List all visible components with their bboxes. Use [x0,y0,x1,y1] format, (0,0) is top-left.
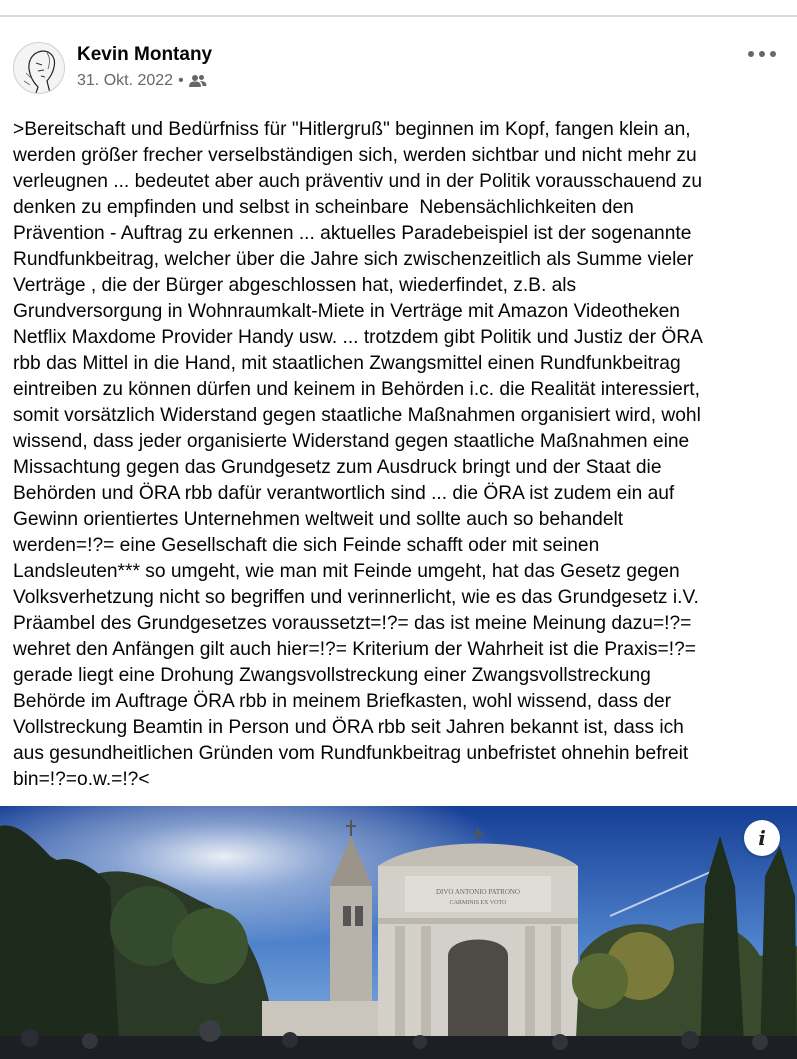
meta-separator: • [178,72,184,89]
avatar[interactable] [13,42,65,94]
church-photo [0,806,797,1059]
post-text: >Bereitschaft und Bedürfniss für "Hitlergruß" beginnen im Kopf, fangen klein an, werden größer frecher verselbständigen sich, werden sichtbar und nicht mehr zu verleugnen ... bedeutet aber auch präventiv und in der Politik vorausschauend zu denken zu empfinden und selbst in scheinbare Nebensächlichkeiten den Prävention - Auftrag zu erkennen ... aktuelles Paradebeispiel ist der sogenannte Rundfunkbeitrag, welcher über die Jahre sich zwischenzeitlich als Summe vieler Verträge , die der Bürger abgeschlossen hat, wiederfindet, z.B. als Grundversorgung in Wohnraumkalt-Miete in Verträge mit Amazon Videotheken Netflix Maxdome Provider Handy usw. ... trotzdem gibt Politik und Justiz der ÖRA rbb das Mittel in die Hand, mit staatlichen Zwangsmittel einen Rundfunkbeitrag eintreiben zu können dürfen und keinem in Behörden i.c. die Realität interessiert, somit vorsätzlich Widerstand gegen staatliche Maßnahmen organisiert wird, wohl wissend, dass jeder organisierte Widerstand gegen staatliche Maßnahmen eine Missachtung gegen das Grundgesetz zum Ausdruck bringt und der Staat die Behörden und ÖRA rbb dafür verantwortlich sind ... die ÖRA ist zudem ein auf Gewinn orientiertes Unternehmen weltweit und sollte auch so behandelt werden=!?= eine Gesellschaft die sich Feinde schafft oder mit seinen Landsleuten*** so umgeht, wie man mit Feinde umgeht, hat das Gesetz gegen Volksverhetzung nicht so begriffen und verinnerlicht, wie es das Grundgesetz i.V. Präambel des Grundgesetzes voraussetzt=!?= das ist meine Meinung dazu=!?= wehret den Anfängen gilt auch hier=!?= Kriterium der Wahrheit ist die Praxis=!?= gerade liegt eine Drohung Zwangsvollstreckung einer Zwangsvollstreckung Behörde im Auftrage ÖRA rbb in meinem Briefkasten, wohl wissend, dass der Vollstreckung Beamtin in Person und ÖRA rbb seit Jahren bekannt ist, dass ich aus gesundheitlichen Gründen vom Rundfunkbeitrag unbefristet ohnehin befreit bin=!?=o.w.=!?< [13,119,703,790]
avatar-sketch-icon [14,43,65,94]
facade-inscription-2: CARMINIS EX VOTO [449,900,507,906]
friends-icon [189,74,207,88]
author-name[interactable]: Kevin Montany [77,44,213,65]
post-meta [77,72,207,90]
photo-info-button[interactable]: i [744,820,780,856]
post-photo[interactable] [0,806,797,1059]
more-options-icon[interactable] [748,46,776,62]
post-date[interactable]: 31. Okt. 2022 [77,72,174,89]
facade-inscription-1: DIVO ANTONIO PATRONO [435,888,521,896]
top-divider [0,15,797,17]
